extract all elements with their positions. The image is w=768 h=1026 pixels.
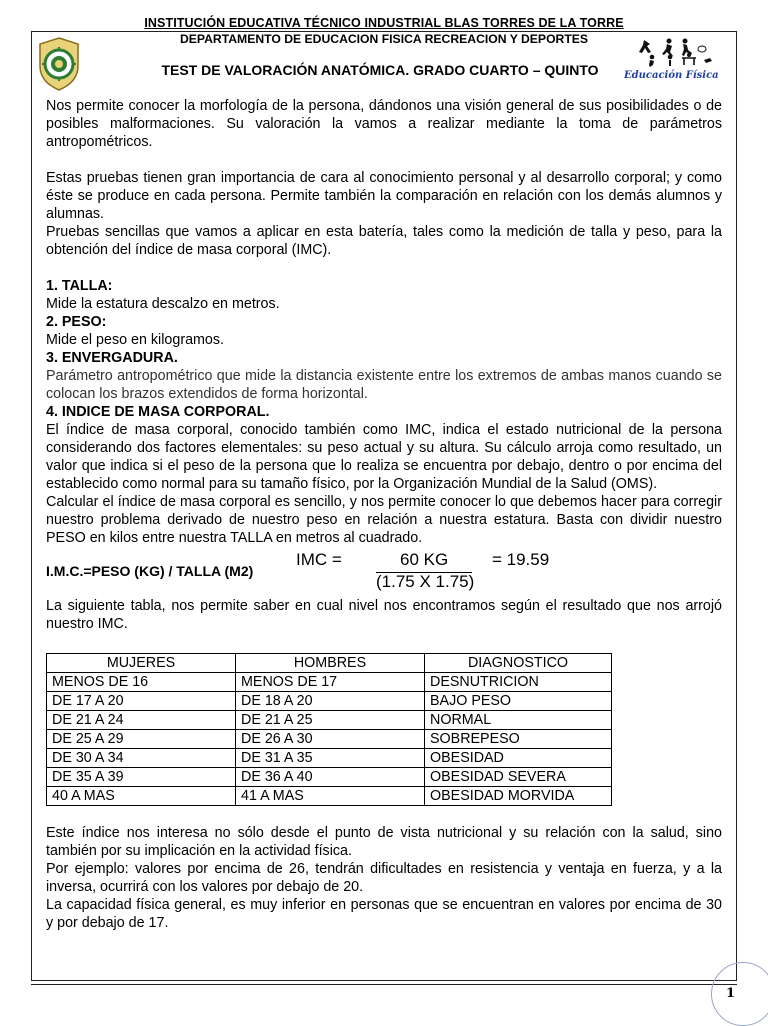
formula-result: = 19.59 <box>492 550 550 569</box>
intro-paragraph-2: Estas pruebas tienen gran importancia de cara al conocimiento personal y al desarrollo corporal; y como éste se produce en cada persona. Permite también la comparación en relación con los demás alumnos y alumnas. <box>46 170 722 222</box>
section-envergadura-title: 3. ENVERGADURA. <box>46 350 178 366</box>
table-cell: BAJO PESO <box>425 692 612 711</box>
table-cell: DE 18 A 20 <box>236 692 425 711</box>
table-cell: OBESIDAD MORVIDA <box>425 787 612 806</box>
table-intro: La siguiente tabla, nos permite saber en cual nivel nos encontramos según el resultado que nos arrojó nuestro IMC. <box>46 598 722 632</box>
table-cell: MENOS DE 17 <box>236 673 425 692</box>
footer-rule <box>31 984 737 985</box>
imc-example-formula <box>296 551 596 595</box>
table-row <box>47 730 612 749</box>
table-cell: DESNUTRICION <box>425 673 612 692</box>
table-cell: DE 17 A 20 <box>47 692 236 711</box>
closing-paragraph-2: Por ejemplo: valores por encima de 26, tendrán dificultades en resistencia y ventaja en fuerza, y a la inversa, ocurrirá con los valores por debajo de 20. <box>46 861 722 895</box>
section-talla-title: 1. TALLA: <box>46 278 113 294</box>
table-header-diagnostico: DIAGNOSTICO <box>425 654 612 673</box>
table-header-row <box>47 654 612 673</box>
department-name: DEPARTAMENTO DE EDUCACION FISICA RECREACION Y DEPORTES <box>179 32 589 46</box>
section-envergadura-text: Parámetro antropométrico que mide la distancia existente entre los extremos de ambas manos cuando se colocan los brazos extendidos de forma horizontal. <box>46 368 722 402</box>
section-peso-text: Mide el peso en kilogramos. <box>46 332 225 348</box>
imc-formula-label: I.M.C.=PESO (KG) / TALLA (M2) <box>46 563 254 579</box>
table-header-mujeres: MUJERES <box>47 654 236 673</box>
section-talla-text: Mide la estatura descalzo en metros. <box>46 296 280 312</box>
table-row <box>47 673 612 692</box>
section-imc-title: 4. INDICE DE MASA CORPORAL. <box>46 404 270 420</box>
intro-paragraph-3: Pruebas sencillas que vamos a aplicar en esta batería, tales como la medición de talla y peso, para la obtención del índice de masa corporal (IMC). <box>46 224 722 258</box>
section-imc-text-1: El índice de masa corporal, conocido también como IMC, indica el estado nutricional de la persona considerando dos factores elementales: su peso actual y su altura. Su cálculo arroja como resultado, un valor que indica si el peso de la persona que lo realiza se encuentra por debajo, dentro o por encima del establecido como normal para su tamaño físico, por la Organización Mundial de la Salud (OMS). <box>46 422 722 492</box>
formula-imc: IMC = <box>296 550 342 569</box>
logo-caption: Educación Física <box>624 70 719 81</box>
closing-paragraph-1: Este índice nos interesa no sólo desde el punto de vista nutricional y su relación con la salud, sino también por su implicación en la actividad física. <box>46 825 722 859</box>
table-row <box>47 692 612 711</box>
closing-paragraph-3: La capacidad física general, es muy inferior en personas que se encuentran en valores por encima de 30 y por debajo de 17. <box>46 897 722 931</box>
table-cell: DE 35 A 39 <box>47 768 236 787</box>
table-cell: OBESIDAD <box>425 749 612 768</box>
page-number: 1 <box>726 986 736 1001</box>
table-row <box>47 711 612 730</box>
table-row <box>47 768 612 787</box>
document-title: TEST DE VALORACIÓN ANATÓMICA. GRADO CUARTO – QUINTO <box>161 62 599 78</box>
table-cell: DE 30 A 34 <box>47 749 236 768</box>
table-cell: OBESIDAD SEVERA <box>425 768 612 787</box>
table-cell: MENOS DE 16 <box>47 673 236 692</box>
table-header-hombres: HOMBRES <box>236 654 425 673</box>
page-number-circle <box>711 962 768 1026</box>
table-cell: DE 21 A 24 <box>47 711 236 730</box>
imc-formula-row <box>46 550 722 597</box>
table-cell: DE 36 A 40 <box>236 768 425 787</box>
institution-name: INSTITUCIÓN EDUCATIVA TÉCNICO INDUSTRIAL BLAS TORRES DE LA TORRE <box>144 16 624 30</box>
section-peso-title: 2. PESO: <box>46 314 107 330</box>
table-cell: SOBREPESO <box>425 730 612 749</box>
formula-denominator: (1.75 X 1.75) <box>376 572 475 591</box>
table-cell: 41 A MAS <box>236 787 425 806</box>
table-cell: DE 26 A 30 <box>236 730 425 749</box>
table-cell: NORMAL <box>425 711 612 730</box>
document-body <box>46 97 722 932</box>
table-cell: DE 21 A 25 <box>236 711 425 730</box>
table-row <box>47 787 612 806</box>
intro-paragraph-1: Nos permite conocer la morfología de la persona, dándonos una visión general de sus posibilidades o de posibles malformaciones. Su valoración la vamos a realizar mediante la toma de parámetros antropométricos. <box>46 98 722 150</box>
formula-numerator: 60 KG <box>400 550 449 569</box>
imc-table <box>46 653 612 806</box>
table-cell: DE 25 A 29 <box>47 730 236 749</box>
table-cell: DE 31 A 35 <box>236 749 425 768</box>
table-row <box>47 749 612 768</box>
section-imc-text-2: Calcular el índice de masa corporal es sencillo, y nos permite conocer lo que debemos hacer para corregir nuestro problema derivado de nuestro peso en relación a nuestra estatura. Basta con dividir nuestro PESO en kilos entre nuestra TALLA en metros al cuadrado. <box>46 494 722 546</box>
table-cell: 40 A MAS <box>47 787 236 806</box>
